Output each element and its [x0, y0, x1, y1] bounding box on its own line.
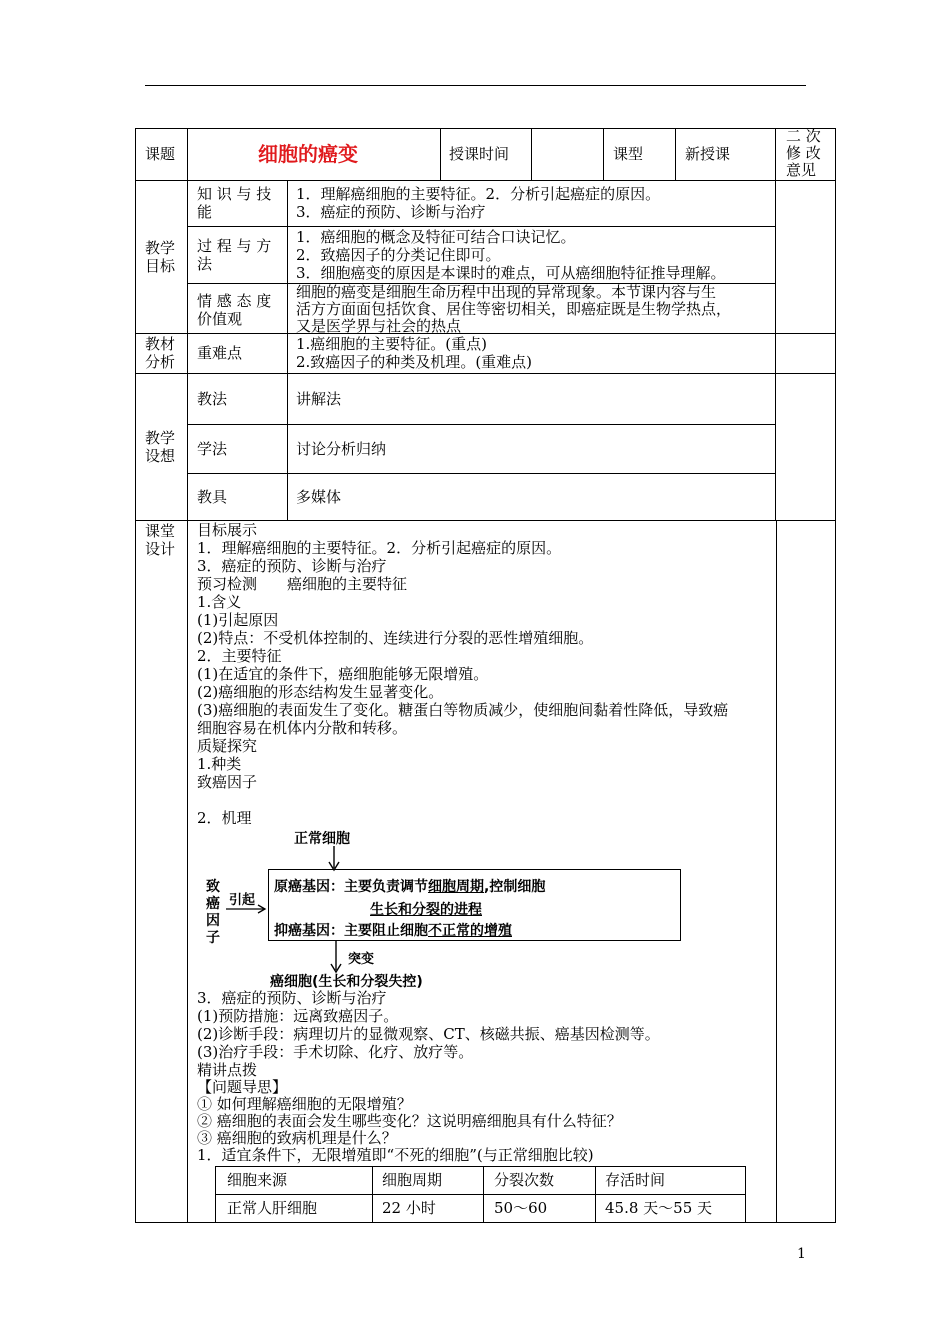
compare-table-line [215, 1222, 746, 1223]
compare-header-cell: 细胞来源 [227, 1171, 288, 1189]
diagram-row2: 生长和分裂的进程 [370, 902, 482, 918]
classroom-line: (3)癌细胞的表面发生了变化。糖蛋白等物质减少，使细胞间黏着性降低，导致癌 [197, 701, 729, 719]
classroom-line: 质疑探究 [197, 737, 258, 755]
diagram-left-4: 子 [206, 930, 220, 946]
revise-label-1: 二 次 [786, 127, 821, 145]
emotion-text-1: 细胞的癌变是细胞生命历程中出现的异常现象。本节课内容与生 [296, 283, 717, 301]
type-label: 课型 [613, 145, 644, 163]
classroom-line: (2)癌细胞的形态结构发生显著变化。 [197, 683, 444, 701]
compare-table-line [372, 1166, 373, 1222]
subject-label: 课题 [145, 145, 176, 163]
diagram-row1 [274, 876, 545, 896]
col-line-header-5 [675, 128, 676, 180]
key-text-1: 1.癌细胞的主要特征。(重点) [296, 335, 488, 353]
compare-table-line [215, 1166, 746, 1167]
classroom-line: ② 癌细胞的表面会发生哪些变化？这说明癌细胞具有什么特征？ [197, 1112, 622, 1130]
compare-cell: 50～60 [494, 1199, 548, 1217]
revise-label-3: 意见 [786, 161, 817, 179]
diagram-cancer-cell: 癌细胞(生长和分裂失控) [270, 974, 423, 990]
col-line-1 [187, 128, 188, 1223]
diagram-row1-b: 细胞周期 [428, 879, 484, 895]
diagram-row3-b: 不正常的增殖 [428, 923, 512, 939]
classroom-line: 2．主要特征 [197, 647, 282, 665]
diagram-row3 [274, 920, 512, 940]
classroom-line: 预习检测 癌细胞的主要特征 [197, 575, 408, 593]
diagram-row3-a: 抑癌基因：主要阻止细胞 [274, 923, 428, 939]
emotion-label-1: 情 感 态 度 [197, 292, 272, 310]
col-line-2 [287, 180, 288, 520]
classroom-line: 3．癌症的预防、诊断与治疗 [197, 989, 387, 1007]
diagram-left-2: 癌 [206, 896, 220, 912]
page-number: 1 [797, 1246, 806, 1262]
tool-label: 教具 [197, 488, 228, 506]
classroom-line: 1．理解癌细胞的主要特征。2．分析引起癌症的原因。 [197, 539, 562, 557]
emotion-text-2: 活方方面面包括饮食、居住等密切相关，即癌症既是生物学热点， [296, 300, 732, 318]
method-label: 教法 [197, 390, 228, 408]
compare-table-line [215, 1166, 216, 1222]
diagram-row1-c: ,控制细胞 [484, 879, 546, 895]
process-text-2: 2．致癌因子的分类记住即可。 [296, 246, 501, 264]
process-label-2: 法 [197, 255, 213, 273]
goals-label-2: 目标 [145, 257, 176, 275]
classroom-line: ① 如何理解癌细胞的无限增殖？ [197, 1095, 412, 1113]
classroom-line: 3．癌症的预防、诊断与治疗 [197, 557, 387, 575]
classroom-line: (1)预防措施：远离致癌因子。 [197, 1007, 399, 1025]
arrow-right-icon [226, 903, 268, 915]
header-rule [145, 85, 806, 86]
design-label-1: 教学 [145, 429, 176, 447]
key-text-2: 2.致癌因子的种类及机理。(重难点) [296, 353, 533, 371]
mechanism-label: 2．机理 [197, 809, 252, 827]
arrow-down-icon [327, 940, 345, 974]
col-line-header-2 [440, 128, 441, 180]
compare-header-cell: 存活时间 [605, 1171, 666, 1189]
diagram-row1-a: 原癌基因：主要负责调节 [274, 879, 428, 895]
table-border-left [135, 128, 136, 1223]
classroom-line: 精讲点拨 [197, 1061, 258, 1079]
key-label: 重难点 [197, 344, 243, 362]
compare-cell: 45.8 天～55 天 [605, 1199, 713, 1217]
classroom-line: (3)治疗手段：手术切除、化疗、放疗等。 [197, 1043, 474, 1061]
diagram-mutation: 突变 [348, 952, 375, 967]
analysis-label-1: 教材 [145, 335, 176, 353]
classroom-line: 1.含义 [197, 593, 242, 611]
classroom-line: (2)特点：不受机体控制的、连续进行分裂的恶性增殖细胞。 [197, 629, 594, 647]
knowledge-text-1: 1．理解癌细胞的主要特征。2．分析引起癌症的原因。 [296, 185, 661, 203]
col-line-right-inner [776, 520, 777, 1223]
classroom-line: 细胞容易在机体内分散和转移。 [197, 719, 408, 737]
tool-value: 多媒体 [296, 488, 342, 506]
row-line-goal-1 [187, 226, 776, 227]
process-label-1: 过 程 与 方 [197, 237, 272, 255]
classroom-line: (2)诊断手段：病理切片的显微观察、CT、核磁共振、癌基因检测等。 [197, 1025, 660, 1043]
page-title: 细胞的癌变 [258, 142, 358, 166]
classroom-line: 1.种类 [197, 755, 242, 773]
compare-table-line [745, 1166, 746, 1222]
classroom-line: 致癌因子 [197, 773, 258, 791]
revise-label-2: 修 改 [786, 144, 821, 162]
study-value: 讨论分析归纳 [296, 440, 387, 458]
compare-cell: 正常人肝细胞 [227, 1199, 318, 1217]
table-border-right [835, 128, 836, 1223]
classroom-line: 【问题导思】 [197, 1078, 288, 1096]
study-label: 学法 [197, 440, 228, 458]
classroom-line: ③ 癌细胞的致病机理是什么？ [197, 1129, 397, 1147]
col-line-revise [775, 128, 776, 520]
col-line-header-4 [603, 128, 604, 180]
compare-cell: 22 小时 [382, 1199, 436, 1217]
knowledge-label-1: 知 识 与 技 [197, 185, 272, 203]
table-border-top [135, 128, 836, 129]
emotion-text-3: 又是医学界与社会的热点 [296, 317, 462, 335]
knowledge-label-2: 能 [197, 203, 213, 221]
classroom-line: 1．适宜条件下，无限增殖即“不死的细胞”(与正常细胞比较) [197, 1146, 594, 1164]
row-line-design-1 [187, 424, 776, 425]
row-line-analysis-end [135, 373, 836, 374]
analysis-label-2: 分析 [145, 353, 176, 371]
process-text-1: 1．癌细胞的概念及特征可结合口诀记忆。 [296, 228, 576, 246]
classroom-label-1: 课堂 [145, 522, 176, 540]
classroom-label-2: 设计 [145, 540, 176, 558]
row-line-header [135, 180, 836, 181]
col-line-header-3 [531, 128, 532, 180]
emotion-label-2: 价值观 [197, 310, 243, 328]
compare-header-cell: 细胞周期 [382, 1171, 443, 1189]
row-line-goals-end [135, 333, 836, 334]
time-label: 授课时间 [449, 145, 510, 163]
goals-label-1: 教学 [145, 239, 176, 257]
classroom-line: (1)引起原因 [197, 611, 279, 629]
row-line-design-2 [187, 473, 776, 474]
diagram-left-1: 致 [206, 879, 220, 895]
process-text-3: 3．细胞癌变的原因是本课时的难点，可从癌细胞特征推导理解。 [296, 264, 726, 282]
design-label-2: 设想 [145, 447, 176, 465]
compare-table-line [595, 1166, 596, 1222]
diagram-cause: 引起 [229, 893, 256, 908]
compare-table-line [483, 1166, 484, 1222]
diagram-left-3: 因 [206, 913, 220, 929]
diagram-normal-cell: 正常细胞 [294, 831, 350, 847]
type-value: 新授课 [685, 145, 731, 163]
compare-table-line [215, 1194, 746, 1195]
method-value: 讲解法 [296, 390, 342, 408]
classroom-line: 目标展示 [197, 521, 258, 539]
compare-header-cell: 分裂次数 [494, 1171, 555, 1189]
classroom-line: (1)在适宜的条件下，癌细胞能够无限增殖。 [197, 665, 489, 683]
knowledge-text-2: 3．癌症的预防、诊断与治疗 [296, 203, 486, 221]
